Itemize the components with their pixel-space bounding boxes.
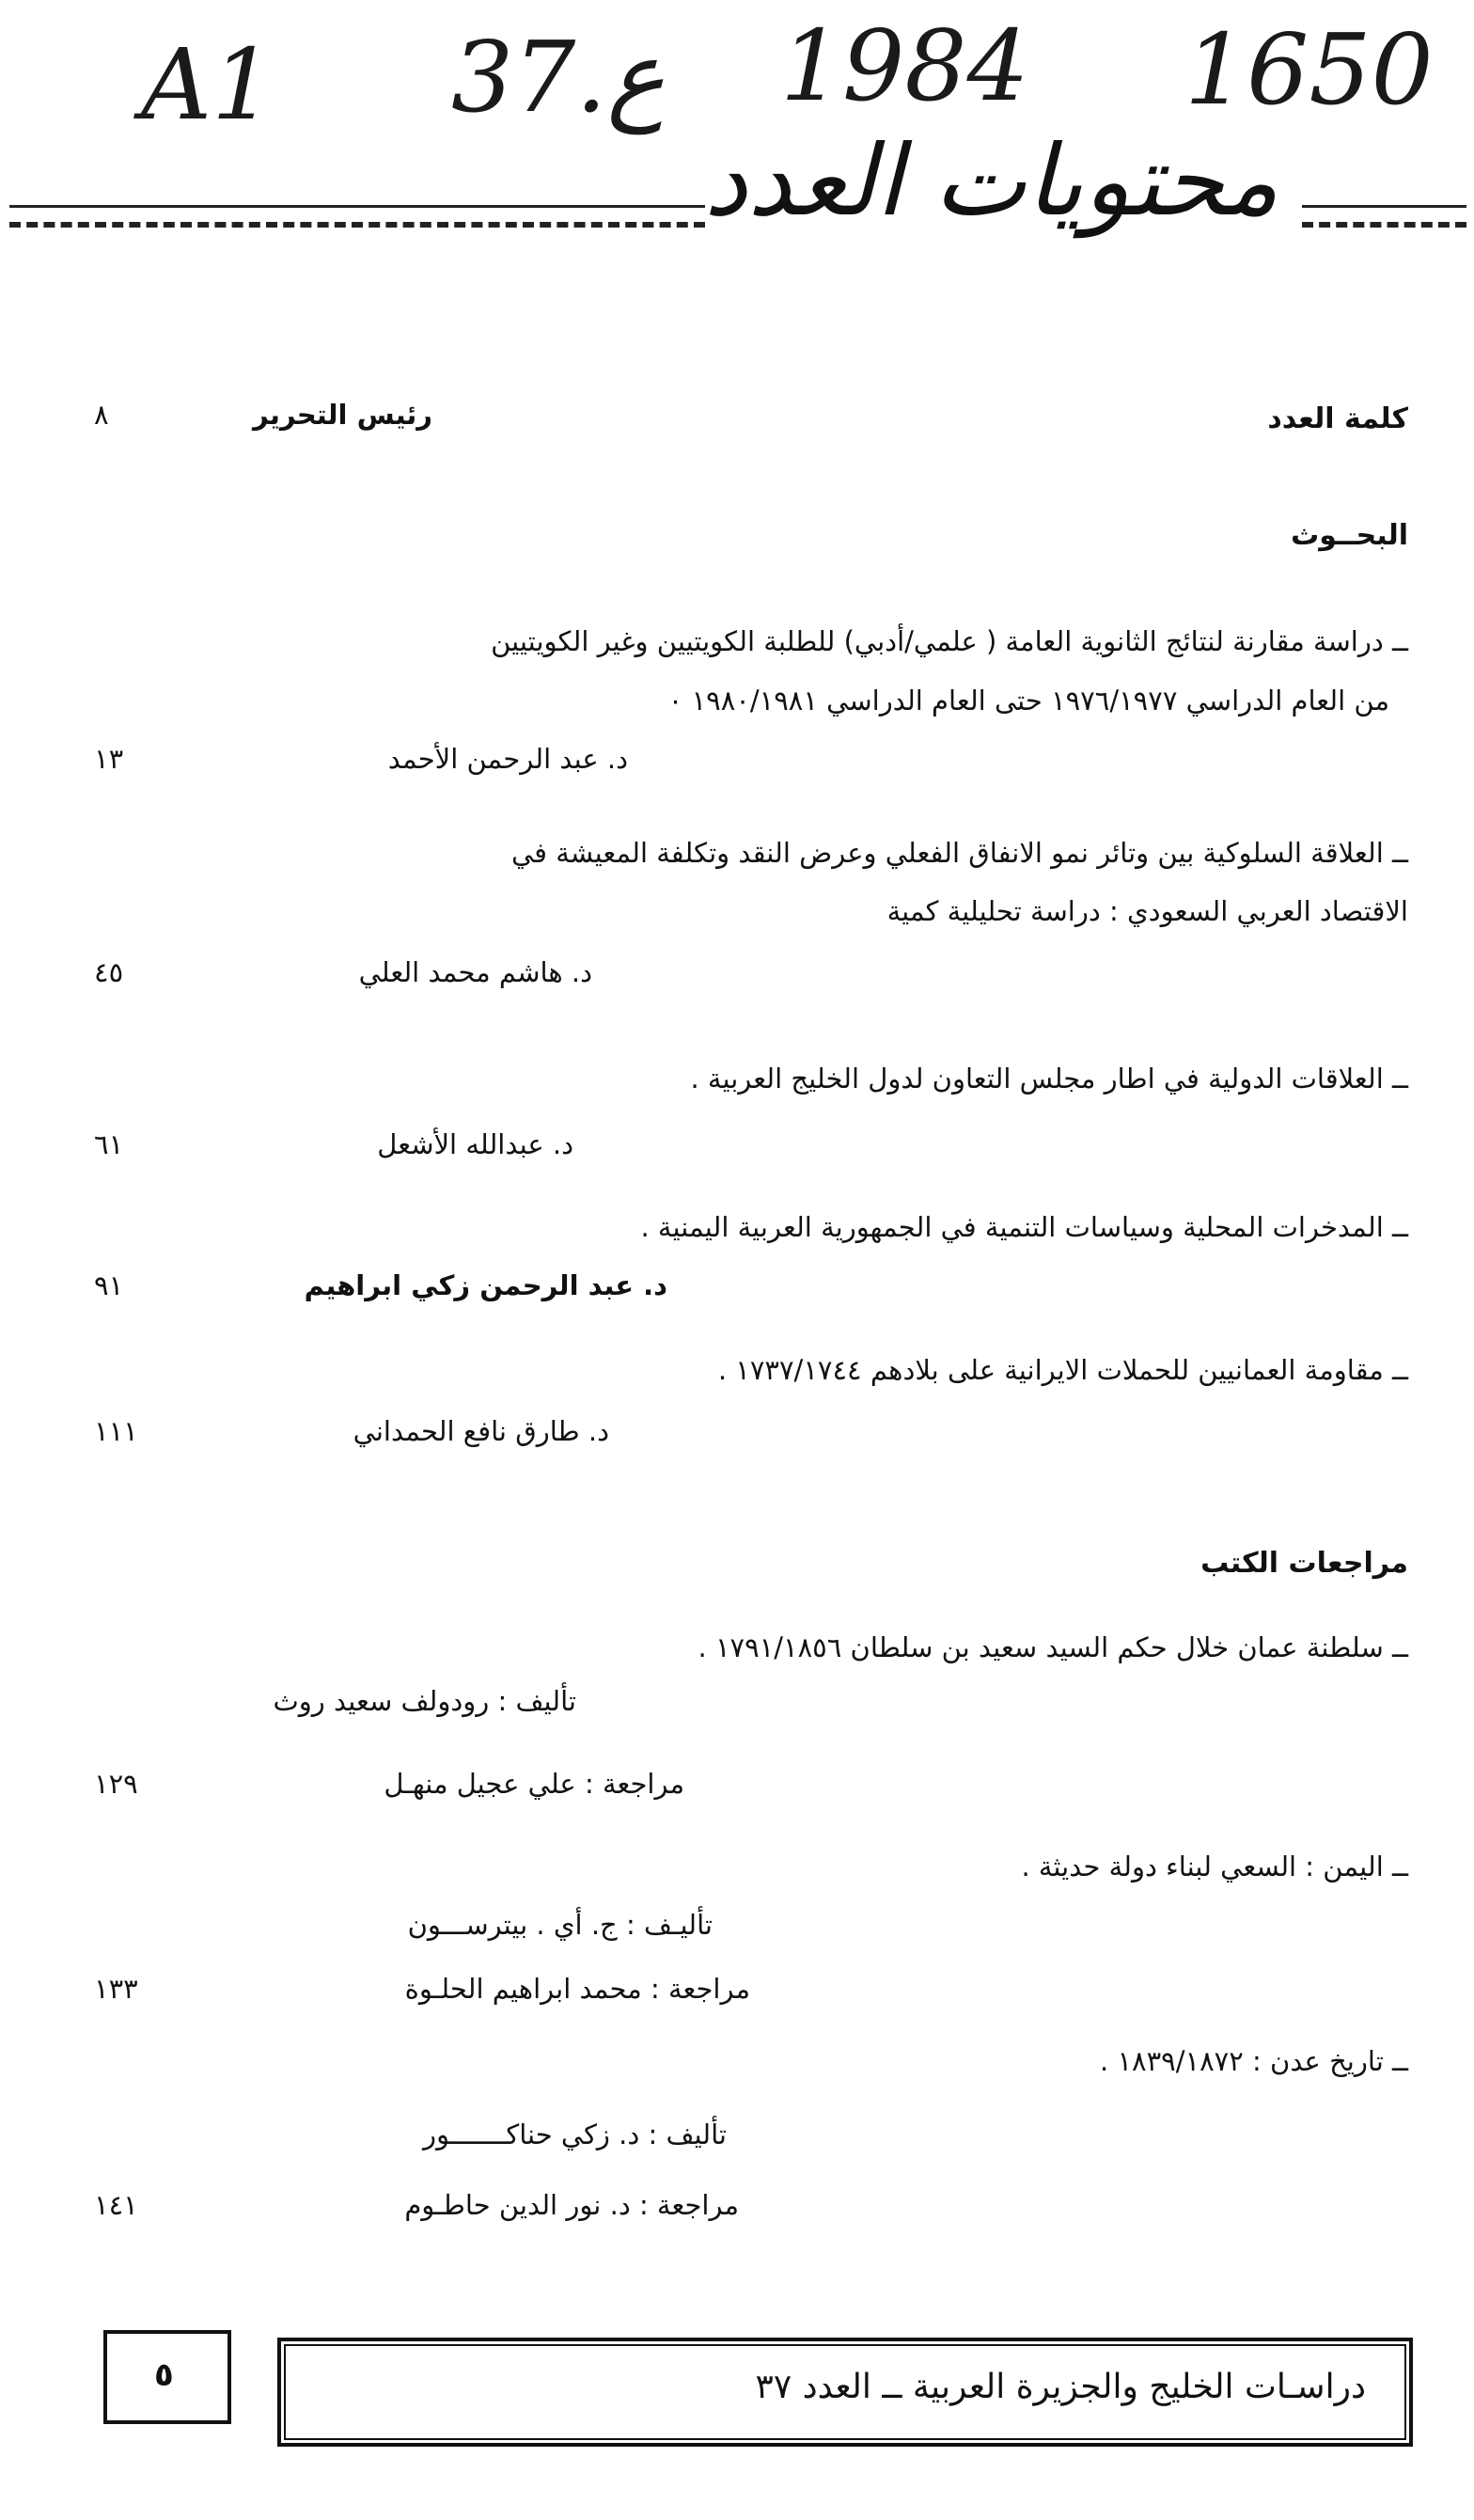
review-page-2: ١٣٣: [94, 1973, 138, 2005]
research-author-2: د. هاشم محمد العلي: [358, 956, 592, 988]
review-author-1: تأليف : رودولف سعيد روث: [273, 1685, 576, 1717]
research-title-3: ــ العلاقات الدولية في اطار مجلس التعاون لدول الخليج العربية .: [690, 1063, 1408, 1095]
research-author-3: د. عبدالله الأشعل: [377, 1128, 573, 1160]
review-title-3: ــ تاريخ عدن : ١٨٣٩/١٨٧٢ .: [1100, 2045, 1408, 2077]
research-author-1: د. عبد الرحمن الأحمد: [387, 743, 628, 775]
handwritten-code: A1: [141, 27, 274, 142]
research-author-4: د. عبد الرحمن زكي ابراهيم: [304, 1269, 667, 1301]
review-page-3: ١٤١: [94, 2189, 138, 2221]
title-rule-left-top: [9, 205, 705, 208]
research-title-1: ــ دراسة مقارنة لنتائج الثانوية العامة ( علمي/أدبي) للطلبة الكويتيين وغير الكويتيين: [491, 625, 1408, 657]
review-reviewer-2: مراجعة : محمد ابراهيم الحلـوة: [404, 1973, 750, 2005]
research-page-2: ٤٥: [94, 956, 124, 988]
review-author-3: تأليف : د. زكي حناكـــــــور: [422, 2118, 727, 2150]
research-title-1-cont: من العام الدراسي ١٩٧٦/١٩٧٧ حتى العام الدراسي ١٩٨٠/١٩٨١ ٠: [667, 685, 1389, 717]
research-page-3: ٦١: [94, 1128, 124, 1160]
editorial-author: رئيس التحرير: [252, 399, 432, 431]
title-rule-right: [1302, 222, 1466, 228]
title-rule-right-top: [1302, 205, 1466, 208]
research-page-4: ٩١: [94, 1269, 124, 1301]
research-author-5: د. طارق نافع الحمداني: [353, 1415, 609, 1447]
review-title-2: ــ اليمن : السعي لبناء دولة حديثة .: [1021, 1851, 1408, 1882]
title-rule-left: [9, 222, 705, 228]
research-title-5: ــ مقاومة العمانيين للحملات الايرانية على بلادهم ١٧٣٧/١٧٤٤ .: [717, 1354, 1408, 1386]
research-page-5: ١١١: [94, 1415, 138, 1447]
review-reviewer-3: مراجعة : د. نور الدين حاطـوم: [404, 2189, 739, 2221]
research-title-2: ــ العلاقة السلوكية بين وتائر نمو الانفاق الفعلي وعرض النقد وتكلفة المعيشة في: [510, 837, 1408, 869]
handwritten-issue: 37.ع: [451, 20, 666, 134]
research-title-2-cont: الاقتصاد العربي السعودي : دراسة تحليلية كمية: [886, 895, 1408, 927]
research-label: البحــوث: [1291, 519, 1408, 552]
review-title-1: ــ سلطنة عمان خلال حكم السيد سعيد بن سلطان ١٧٩١/١٨٥٦ .: [698, 1631, 1408, 1663]
editorial-label: كلمة العدد: [1267, 402, 1408, 435]
editorial-page: ٨: [94, 399, 109, 431]
reviews-label: مراجعات الكتب: [1200, 1547, 1408, 1580]
review-reviewer-1: مراجعة : علي عجيل منهـل: [384, 1768, 684, 1800]
footer-journal-title: دراسـات الخليج والجزيرة العربية ــ العدد ٣٧: [755, 2368, 1366, 2406]
research-title-4: ــ المدخرات المحلية وسياسات التنمية في الجمهورية العربية اليمنية .: [640, 1211, 1408, 1243]
handwritten-number: 1650: [1184, 12, 1434, 127]
review-page-1: ١٢٩: [94, 1768, 138, 1800]
footer-page-number: ٥: [154, 2356, 174, 2394]
page-title: محتويات العدد: [703, 123, 1278, 238]
review-author-2: تأليـف : ج. أي . بيترســـون: [407, 1909, 713, 1941]
handwritten-year: 1984: [780, 8, 1029, 123]
research-page-1: ١٣: [94, 743, 124, 775]
